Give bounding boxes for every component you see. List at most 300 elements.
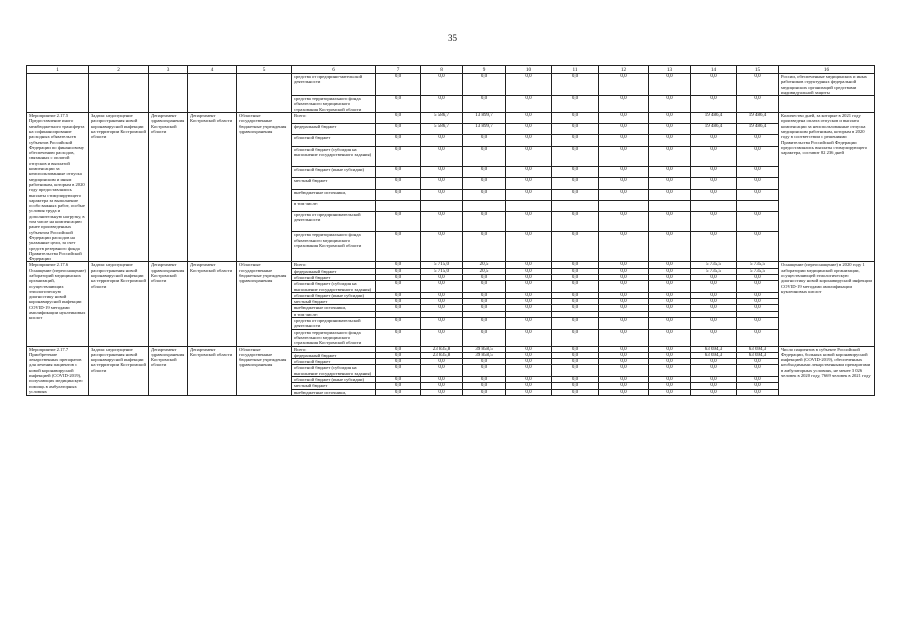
value-cell: 0,0: [649, 377, 691, 383]
value-cell: 0,0: [691, 365, 737, 377]
funding-source-label: областной бюджет (субсидия на выполнение государственного задания): [292, 365, 376, 377]
value-cell: 0,0: [463, 329, 506, 346]
value-cell: 0,0: [691, 232, 737, 262]
value-cell: 0,0: [691, 318, 737, 330]
value-cell: 0,0: [376, 389, 421, 395]
funding-source-label: средства от предпринимательской деятельности: [292, 211, 376, 232]
value-cell: 0,0: [552, 262, 599, 268]
value-cell: 0,0: [737, 305, 779, 311]
value-cell: 0,0: [691, 299, 737, 305]
value-cell: 0,0: [649, 292, 691, 298]
value-cell: 0,0: [649, 167, 691, 178]
value-cell: 13 899,7: [463, 113, 506, 124]
value-cell: 0,0: [649, 305, 691, 311]
funding-source-label: внебюджетные источники,: [292, 305, 376, 311]
column-number-row: [27, 66, 875, 74]
value-cell: 0,0: [463, 299, 506, 305]
value-cell: 0,0: [506, 232, 552, 262]
value-cell: 0,0: [463, 377, 506, 383]
value-cell: 0,0: [552, 113, 599, 124]
value-cell: 0,0: [599, 318, 649, 330]
funding-source-label: областной бюджет (субсидия на выполнение государственного задания): [292, 146, 376, 167]
value-cell: 0,0: [599, 377, 649, 383]
value-cell: 0,0: [421, 377, 463, 383]
value-cell: 0,0: [463, 305, 506, 311]
funding-source-label: областной бюджет: [292, 135, 376, 146]
value-cell: 0,0: [376, 292, 421, 298]
column-number: 11: [552, 66, 599, 74]
value-cell: 0,0: [421, 74, 463, 96]
value-cell: 0,0: [506, 146, 552, 167]
value-cell: 0,0: [421, 281, 463, 293]
value-cell: 5 735,5: [737, 268, 779, 274]
value-cell: 0,0: [376, 299, 421, 305]
value-cell: 0,0: [649, 268, 691, 274]
value-cell: 0,0: [737, 135, 779, 146]
value-cell: [376, 200, 421, 211]
column-number: 9: [463, 66, 506, 74]
value-cell: 0,0: [376, 178, 421, 189]
value-cell: 0,0: [376, 383, 421, 389]
value-cell: 0,0: [649, 262, 691, 268]
task-name: Задача: недопущение распространения новой коронавирусной инфекции на территории Костромской области: [89, 346, 149, 395]
value-cell: 0,0: [463, 292, 506, 298]
empty-cell: [27, 74, 89, 113]
value-cell: 0,0: [421, 292, 463, 298]
value-cell: 0,0: [691, 146, 737, 167]
value-cell: 0,0: [421, 389, 463, 395]
value-cell: 0,0: [691, 96, 737, 113]
value-cell: 0,0: [376, 135, 421, 146]
value-cell: 63 694,3: [737, 346, 779, 352]
value-cell: 0,0: [737, 292, 779, 298]
value-cell: [599, 200, 649, 211]
value-cell: 0,0: [599, 268, 649, 274]
value-cell: 0,0: [649, 383, 691, 389]
value-cell: 0,0: [421, 365, 463, 377]
value-cell: 0,0: [421, 305, 463, 311]
value-cell: 0,0: [376, 146, 421, 167]
empty-cell: [237, 74, 292, 113]
value-cell: 0,0: [421, 178, 463, 189]
measure-name: Мероприятие 2.17.5 Предоставление иного межбюджетного трансферта на софинансирование расходных обязательств субъектов Российской Федерации по финансовому обеспечению расходов, связанных с оплатой отпусков и выплатой компенсации за неиспользованные отпуска медицинским и иным работникам, которым в 2020 году предоставлялись выплаты стимулирующего характера за выполнение особо важных работ, особые условия труда и дополнительную нагрузку, в том числе на компенсацию ранее произведенных субъектом Российской Федерации расходов на указанные цели, за счет средств резервного фонда Правительства Российской Федерации: [27, 113, 89, 262]
value-cell: 0,0: [463, 389, 506, 395]
empty-cell: [149, 74, 188, 113]
value-cell: 0,0: [552, 232, 599, 262]
value-cell: 0,0: [552, 178, 599, 189]
value-cell: 0,0: [599, 383, 649, 389]
column-number: 6: [292, 66, 376, 74]
value-cell: 0,0: [421, 96, 463, 113]
value-cell: 0,0: [463, 211, 506, 232]
column-number: 13: [649, 66, 691, 74]
value-cell: 0,0: [599, 389, 649, 395]
funding-source-label: внебюджетные источники,: [292, 389, 376, 395]
value-cell: 0,0: [376, 305, 421, 311]
value-cell: 0,0: [649, 232, 691, 262]
value-cell: 0,0: [599, 96, 649, 113]
value-cell: 0,0: [691, 329, 737, 346]
value-cell: 0,0: [506, 352, 552, 358]
value-cell: 0,0: [599, 135, 649, 146]
value-cell: 0,0: [376, 329, 421, 346]
value-cell: 0,0: [737, 96, 779, 113]
value-cell: 0,0: [506, 346, 552, 352]
value-cell: 0,0: [737, 232, 779, 262]
value-cell: [421, 200, 463, 211]
column-number: 3: [149, 66, 188, 74]
funding-source-label: Всего:: [292, 113, 376, 124]
value-cell: 0,0: [649, 346, 691, 352]
value-cell: 0,0: [463, 359, 506, 365]
value-cell: 0,0: [506, 74, 552, 96]
value-cell: 0,0: [599, 189, 649, 200]
value-cell: 0,0: [552, 74, 599, 96]
value-cell: 0,0: [463, 167, 506, 178]
value-cell: 0,0: [737, 377, 779, 383]
value-cell: 0,0: [376, 232, 421, 262]
value-cell: 0,0: [421, 318, 463, 330]
value-cell: 0,0: [691, 305, 737, 311]
value-cell: [506, 200, 552, 211]
column-number: 14: [691, 66, 737, 74]
value-cell: 0,0: [506, 329, 552, 346]
value-cell: 5 735,5: [737, 262, 779, 268]
value-cell: 0,0: [691, 211, 737, 232]
expected-result: Количество дней, за которые в 2021 году произведена оплата отпусков и выплата компенсации за неиспользованные отпуска медицинским работникам, которым в 2020 году в соответствии с решениями Правительства Российской Федерации предоставлялись выплаты стимулирующего характера, составит 82 236 дней: [779, 113, 875, 262]
column-number: 4: [188, 66, 237, 74]
value-cell: 0,0: [421, 211, 463, 232]
value-cell: 0,0: [421, 274, 463, 280]
table-row: [27, 113, 875, 124]
value-cell: 5 735,5: [691, 262, 737, 268]
value-cell: 0,0: [506, 389, 552, 395]
value-cell: 0,0: [737, 359, 779, 365]
funding-source-label: Всего:: [292, 262, 376, 268]
value-cell: 0,0: [552, 124, 599, 135]
value-cell: 0,0: [649, 135, 691, 146]
value-cell: 0,0: [599, 178, 649, 189]
recipient: Областные государственные бюджетные учреждения здравоохранения: [237, 262, 292, 346]
value-cell: 0,0: [691, 292, 737, 298]
value-cell: 0,0: [552, 329, 599, 346]
value-cell: 0,0: [691, 389, 737, 395]
value-cell: 19 486,4: [737, 124, 779, 135]
value-cell: 0,0: [691, 274, 737, 280]
value-cell: 0,0: [552, 352, 599, 358]
value-cell: 0,0: [463, 274, 506, 280]
value-cell: 0,0: [552, 167, 599, 178]
value-cell: 23 835,8: [421, 346, 463, 352]
value-cell: 0,0: [649, 365, 691, 377]
value-cell: 0,0: [376, 211, 421, 232]
value-cell: 0,0: [599, 359, 649, 365]
column-number: 12: [599, 66, 649, 74]
column-number: 15: [737, 66, 779, 74]
value-cell: 0,0: [737, 167, 779, 178]
value-cell: 0,0: [376, 318, 421, 330]
value-cell: 0,0: [506, 211, 552, 232]
value-cell: 0,0: [737, 365, 779, 377]
value-cell: 0,0: [552, 377, 599, 383]
value-cell: 39 858,5: [463, 352, 506, 358]
value-cell: 0,0: [376, 113, 421, 124]
value-cell: 0,0: [599, 305, 649, 311]
value-cell: 0,0: [506, 318, 552, 330]
value-cell: 0,0: [552, 146, 599, 167]
value-cell: 0,0: [506, 299, 552, 305]
value-cell: 19 486,4: [691, 124, 737, 135]
value-cell: 0,0: [552, 318, 599, 330]
value-cell: 0,0: [376, 377, 421, 383]
funding-source-label: в том числе:: [292, 200, 376, 211]
value-cell: 0,0: [463, 96, 506, 113]
value-cell: 0,0: [599, 352, 649, 358]
measure-name: Мероприятие 2.17.7 Приобретение лекарственных препаратов для лечения пациентов с новой коронавирусной инфекцией (COVID-2019), получающих медицинскую помощь в амбулаторных условиях: [27, 346, 89, 395]
value-cell: 0,0: [463, 232, 506, 262]
value-cell: 0,0: [506, 365, 552, 377]
value-cell: 0,0: [376, 96, 421, 113]
value-cell: 0,0: [691, 189, 737, 200]
value-cell: 0,0: [506, 305, 552, 311]
value-cell: 0,0: [506, 96, 552, 113]
value-cell: 0,0: [376, 352, 421, 358]
value-cell: 0,0: [737, 389, 779, 395]
value-cell: 0,0: [599, 74, 649, 96]
value-cell: 0,0: [376, 268, 421, 274]
value-cell: 0,0: [421, 299, 463, 305]
empty-cell: [188, 74, 237, 113]
value-cell: 0,0: [691, 167, 737, 178]
value-cell: 0,0: [421, 167, 463, 178]
value-cell: 0,0: [376, 189, 421, 200]
value-cell: [737, 200, 779, 211]
co-executor: Департамент Костромской области: [188, 113, 237, 262]
value-cell: 0,0: [737, 299, 779, 305]
value-cell: 0,0: [421, 359, 463, 365]
value-cell: 0,0: [691, 281, 737, 293]
recipient: Областные государственные бюджетные учреждения здравоохранения: [237, 113, 292, 262]
value-cell: 0,0: [552, 135, 599, 146]
value-cell: 0,0: [506, 113, 552, 124]
value-cell: 0,0: [649, 124, 691, 135]
value-cell: 0,0: [599, 365, 649, 377]
value-cell: 0,0: [506, 268, 552, 274]
funding-source-label: областной бюджет (иные субсидии): [292, 292, 376, 298]
executor: Департамент здравоохранения Костромской области: [149, 113, 188, 262]
value-cell: 0,0: [649, 329, 691, 346]
value-cell: 5 586,7: [421, 124, 463, 135]
value-cell: 0,0: [463, 146, 506, 167]
value-cell: 0,0: [552, 346, 599, 352]
value-cell: 39 858,5: [463, 346, 506, 352]
column-number: 5: [237, 66, 292, 74]
funding-source-label: средства от предпринимательской деятельности: [292, 318, 376, 330]
value-cell: 0,0: [737, 274, 779, 280]
column-number: 10: [506, 66, 552, 74]
column-number: 7: [376, 66, 421, 74]
value-cell: [691, 200, 737, 211]
value-cell: 0,0: [552, 211, 599, 232]
value-cell: 0,0: [552, 268, 599, 274]
value-cell: 0,0: [599, 292, 649, 298]
value-cell: 0,0: [552, 365, 599, 377]
value-cell: 0,0: [599, 167, 649, 178]
value-cell: 63 694,3: [737, 352, 779, 358]
value-cell: 0,0: [376, 262, 421, 268]
value-cell: 0,0: [691, 383, 737, 389]
value-cell: 0,0: [599, 211, 649, 232]
funding-source-label: в том числе:: [292, 311, 376, 317]
funding-source-label: областной бюджет: [292, 359, 376, 365]
funding-source-label: местный бюджет: [292, 178, 376, 189]
value-cell: 0,0: [737, 211, 779, 232]
co-executor: Департамент Костромской области: [188, 262, 237, 346]
value-cell: 0,0: [691, 135, 737, 146]
value-cell: 0,0: [737, 281, 779, 293]
column-number: 8: [421, 66, 463, 74]
value-cell: 23 835,8: [421, 352, 463, 358]
funding-source-label: местный бюджет: [292, 383, 376, 389]
value-cell: 0,0: [506, 383, 552, 389]
value-cell: 0,0: [649, 359, 691, 365]
funding-source-label: федеральный бюджет: [292, 124, 376, 135]
value-cell: 0,0: [599, 232, 649, 262]
table-row: [27, 74, 875, 96]
page-number: 35: [448, 33, 457, 43]
value-cell: 0,0: [649, 281, 691, 293]
value-cell: 0,0: [599, 329, 649, 346]
value-cell: 0,0: [599, 124, 649, 135]
value-cell: 0,0: [506, 167, 552, 178]
value-cell: 0,0: [552, 389, 599, 395]
value-cell: 0,0: [463, 189, 506, 200]
value-cell: 0,0: [737, 146, 779, 167]
value-cell: 0,0: [552, 274, 599, 280]
value-cell: 0,0: [552, 299, 599, 305]
value-cell: 5 586,7: [421, 113, 463, 124]
value-cell: 0,0: [376, 346, 421, 352]
funding-source-label: внебюджетные источники,: [292, 189, 376, 200]
value-cell: 63 694,3: [691, 346, 737, 352]
value-cell: 63 694,3: [691, 352, 737, 358]
value-cell: 0,0: [737, 189, 779, 200]
expected-result: Оснащение (переоснащение) в 2020 году 1 лаборатории медицинской организации, осуществляющей этиологическую диагностику новой коронавирусной инфекции COVID-19 методами амплификации нуклеиновых кислот: [779, 262, 875, 346]
value-cell: 0,0: [552, 96, 599, 113]
value-cell: 0,0: [649, 189, 691, 200]
value-cell: 0,0: [463, 383, 506, 389]
value-cell: 0,0: [737, 318, 779, 330]
value-cell: 0,0: [506, 377, 552, 383]
value-cell: 0,0: [552, 292, 599, 298]
co-executor: Департамент Костромской области: [188, 346, 237, 395]
value-cell: 0,0: [463, 135, 506, 146]
value-cell: 0,0: [599, 274, 649, 280]
value-cell: 5 715,0: [421, 268, 463, 274]
result-cell: России, обеспеченные медицинских и иных работников структурных федеральной медицинских организаций средствами индивидуальной защиты: [779, 74, 875, 96]
value-cell: 0,0: [649, 74, 691, 96]
value-cell: 0,0: [691, 359, 737, 365]
value-cell: [649, 200, 691, 211]
value-cell: 0,0: [506, 124, 552, 135]
value-cell: 0,0: [599, 262, 649, 268]
value-cell: 20,5: [463, 262, 506, 268]
funding-source-label: средства территориального фонда обязательного медицинского страхования Костромской области: [292, 329, 376, 346]
value-cell: 0,0: [421, 146, 463, 167]
task-name: Задача: недопущение распространения новой коронавирусной инфекции на территории Костромской области: [89, 113, 149, 262]
value-cell: 0,0: [506, 281, 552, 293]
value-cell: 0,0: [376, 359, 421, 365]
funding-source-label: местный бюджет: [292, 299, 376, 305]
value-cell: 5 715,0: [421, 262, 463, 268]
funding-source-label: областной бюджет: [292, 274, 376, 280]
recipient: Областные государственные бюджетные учреждения здравоохранения: [237, 346, 292, 395]
funding-source-label: областной бюджет (иные субсидии): [292, 167, 376, 178]
measure-name: Мероприятие 2.17.6 Оснащение (переоснащение) лабораторий медицинских организаций, осуществляющих этиологическую диагностику новой коронавирусной инфекции COVID-19 методами амплификации нуклеиновых кислот: [27, 262, 89, 346]
value-cell: 0,0: [737, 178, 779, 189]
funding-source-label: Всего:: [292, 346, 376, 352]
value-cell: 0,0: [649, 211, 691, 232]
value-cell: 0,0: [649, 146, 691, 167]
value-cell: 0,0: [691, 74, 737, 96]
value-cell: 0,0: [376, 74, 421, 96]
value-cell: 0,0: [376, 124, 421, 135]
value-cell: 0,0: [463, 365, 506, 377]
task-name: Задача: недопущение распространения новой коронавирусной инфекции на территории Костромской области: [89, 262, 149, 346]
value-cell: 0,0: [737, 329, 779, 346]
value-cell: 0,0: [552, 383, 599, 389]
value-cell: 0,0: [421, 135, 463, 146]
result-cell: [779, 96, 875, 113]
value-cell: 0,0: [649, 318, 691, 330]
program-table: [26, 65, 875, 396]
value-cell: 0,0: [376, 274, 421, 280]
value-cell: 0,0: [506, 274, 552, 280]
expected-result: Число пациентов в субъекте Российской Федерации, больных новой коронавирусной инфекцией (COVID-2019), обеспеченных необходимыми лекарственными препаратами в амбулаторных условиях, не менее 3 026 человек в 2020 году, 7669 человек в 2021 году: [779, 346, 875, 395]
funding-source-label: федеральный бюджет: [292, 268, 376, 274]
value-cell: 0,0: [599, 113, 649, 124]
funding-source-label: федеральный бюджет: [292, 352, 376, 358]
column-number: 16: [779, 66, 875, 74]
value-cell: 0,0: [506, 189, 552, 200]
value-cell: 0,0: [649, 96, 691, 113]
value-cell: 0,0: [649, 113, 691, 124]
value-cell: 0,0: [552, 359, 599, 365]
funding-source-label: средства территориального фонда обязательного медицинского страхования Костромской области: [292, 96, 376, 113]
value-cell: 0,0: [463, 74, 506, 96]
value-cell: 0,0: [552, 189, 599, 200]
funding-source-label: областной бюджет (иные субсидии): [292, 377, 376, 383]
value-cell: 19 486,4: [737, 113, 779, 124]
value-cell: 0,0: [421, 383, 463, 389]
value-cell: 0,0: [552, 281, 599, 293]
value-cell: 0,0: [599, 299, 649, 305]
value-cell: 0,0: [649, 178, 691, 189]
value-cell: 5 735,5: [691, 268, 737, 274]
value-cell: 0,0: [649, 389, 691, 395]
funding-source-label: средства от предприни-мательской деятельности: [292, 74, 376, 96]
value-cell: 0,0: [552, 305, 599, 311]
value-cell: [463, 200, 506, 211]
empty-cell: [89, 74, 149, 113]
value-cell: 0,0: [376, 365, 421, 377]
value-cell: 0,0: [599, 146, 649, 167]
value-cell: 0,0: [737, 383, 779, 389]
value-cell: 0,0: [463, 318, 506, 330]
value-cell: 13 899,7: [463, 124, 506, 135]
value-cell: 0,0: [737, 74, 779, 96]
value-cell: 0,0: [506, 292, 552, 298]
